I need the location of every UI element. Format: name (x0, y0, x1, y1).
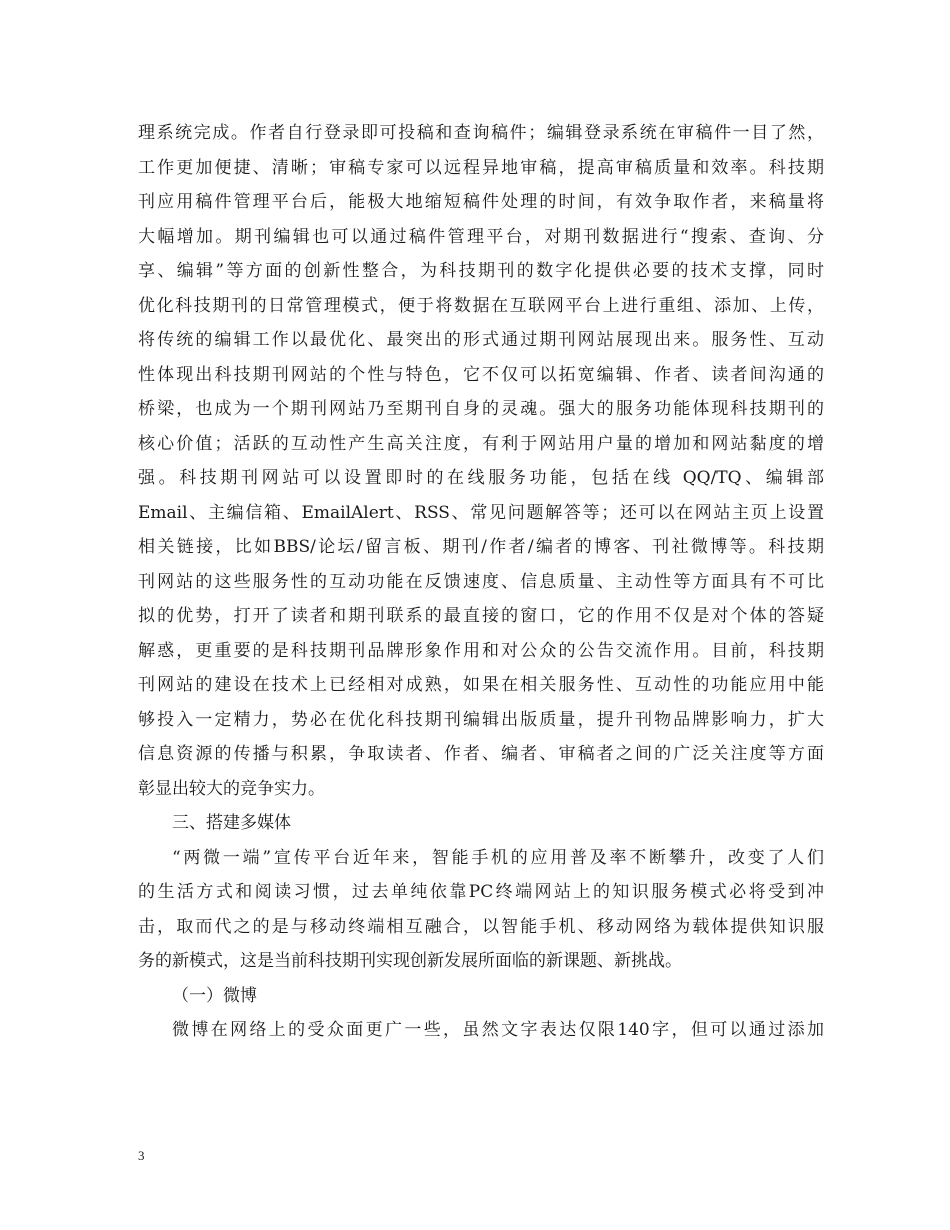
text-line: 性体现出科技期刊网站的个性与特色，它不仅可以拓宽编辑、作者、读者间沟通的 (138, 364, 824, 385)
text-line: 信息资源的传播与积累，争取读者、作者、编者、审稿者之间的广泛关注度等方面 (138, 744, 824, 764)
section-heading: 三、搭建多媒体 (172, 813, 291, 833)
text-line: 优化科技期刊的日常管理模式，便于将数据在互联网平台上进行重组、添加、上传， (138, 295, 824, 316)
text-line: Email、主编信箱、EmailAlert、RSS、常见问题解答等；还可以在网站主页上设置 (138, 502, 824, 523)
text-line: 够投入一定精力，势必在优化科技期刊编辑出版质量，提升刊物品牌影响力，扩大 (138, 709, 824, 730)
text-line: 核心价值；活跃的互动性产生高关注度，有利于网站用户量的增加和网站黏度的增 (138, 433, 824, 454)
text-line: 解惑，更重要的是科技期刊品牌形象作用和对公众的公告交流作用。目前，科技期 (138, 640, 824, 661)
page-number: 3 (138, 1148, 145, 1163)
text-line: 桥梁，也成为一个期刊网站乃至期刊自身的灵魂。强大的服务功能体现科技期刊的 (138, 399, 824, 419)
text-line: 工作更加便捷、清晰；审稿专家可以远程异地审稿，提高审稿质量和效率。科技期 (138, 157, 824, 178)
text-line: 拟的优势，打开了读者和期刊联系的最直接的窗口，它的作用不仅是对个体的答疑 (138, 606, 824, 626)
body-text (138, 116, 824, 1048)
text-line: 击，取而代之的是与移动终端相互融合，以智能手机、移动网络为载体提供知识服 (138, 916, 824, 937)
text-line: 的生活方式和阅读习惯，过去单纯依靠PC终端网站上的知识服务模式必将受到冲 (138, 882, 824, 902)
text-line: 刊网站的这些服务性的互动功能在反馈速度、信息质量、主动性等方面具有不可比 (138, 571, 824, 592)
text-line: 彰显出较大的竞争实力。 (138, 778, 325, 799)
text-line: 强。科技期刊网站可以设置即时的在线服务功能，包括在线 QQ/TQ、编辑部 (138, 468, 824, 488)
text-line: “两微一端”宣传平台近年来，智能手机的应用普及率不断攀升，改变了人们 (172, 847, 824, 868)
subsection-heading: （一）微博 (172, 985, 257, 1006)
text-line: 理系统完成。作者自行登录即可投稿和查询稿件；编辑登录系统在审稿件一目了然， (138, 123, 824, 143)
text-line: 微博在网络上的受众面更广一些，虽然文字表达仅限140字，但可以通过添加 (172, 1020, 824, 1040)
text-line: 将传统的编辑工作以最优化、最突出的形式通过期刊网站展现出来。服务性、互动 (138, 330, 824, 350)
text-line: 享、编辑”等方面的创新性整合，为科技期刊的数字化提供必要的技术支撑，同时 (138, 261, 824, 281)
text-line: 相关链接，比如BBS/论坛/留言板、期刊/作者/编者的博客、刊社微博等。科技期 (138, 537, 824, 557)
text-line: 刊应用稿件管理平台后，能极大地缩短稿件处理的时间，有效争取作者，来稿量将 (138, 192, 824, 212)
text-line: 大幅增加。期刊编辑也可以通过稿件管理平台，对期刊数据进行“搜索、查询、分 (138, 226, 824, 247)
text-line: 刊网站的建设在技术上已经相对成熟，如果在相关服务性、互动性的功能应用中能 (138, 675, 824, 695)
text-line: 务的新模式，这是当前科技期刊实现创新发展所面临的新课题、新挑战。 (138, 951, 682, 971)
